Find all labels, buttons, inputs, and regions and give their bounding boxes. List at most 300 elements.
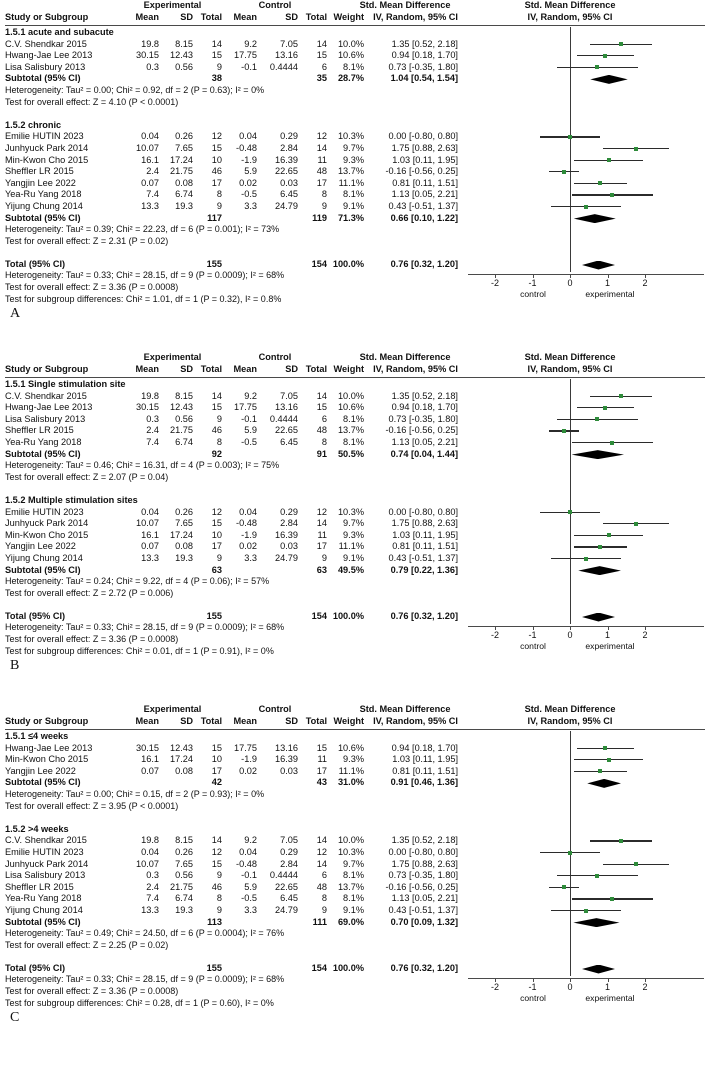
ctl-sd: 16.39 bbox=[275, 529, 298, 540]
exp-mean: 7.4 bbox=[146, 893, 159, 904]
effect-estimate-marker bbox=[607, 158, 611, 162]
ctl-sd: 7.05 bbox=[280, 390, 298, 401]
study-ci-row bbox=[460, 62, 708, 74]
ctl-mean: -1.9 bbox=[241, 154, 257, 165]
study-smd-ci: -0.16 [-0.56, 0.25] bbox=[385, 425, 458, 436]
exp-mean: 0.3 bbox=[146, 413, 159, 424]
total-heterogeneity-text: Heterogeneity: Tau² = 0.33; Chi² = 28.15, df = 9 (P = 0.0009); I² = 68% bbox=[5, 622, 285, 633]
exp-sd: 8.15 bbox=[175, 390, 193, 401]
exp-total: 15 bbox=[211, 142, 222, 153]
study-smd-ci: 1.03 [0.11, 1.95] bbox=[392, 529, 458, 540]
forest-plot-area bbox=[460, 27, 708, 379]
header-total-exp: Total bbox=[200, 12, 222, 22]
study-ci-row bbox=[460, 870, 708, 882]
ctl-sd: 0.4444 bbox=[269, 61, 298, 72]
exp-total: 14 bbox=[211, 390, 222, 401]
effect-estimate-marker bbox=[610, 441, 614, 445]
study-weight: 11.1% bbox=[338, 765, 364, 776]
study-smd-ci: 0.73 [-0.35, 1.80] bbox=[388, 870, 458, 881]
heterogeneity-text: Heterogeneity: Tau² = 0.00; Chi² = 0.15, df = 2 (P = 0.93); I² = 0% bbox=[5, 788, 265, 799]
header-experimental: Experimental bbox=[143, 352, 202, 362]
ctl-total: 14 bbox=[316, 142, 327, 153]
exp-sd: 8.15 bbox=[175, 835, 193, 846]
subtotal-label: Subtotal (95% CI) bbox=[5, 73, 81, 84]
ctl-mean: 0.02 bbox=[239, 765, 257, 776]
header-smd-plot: Std. Mean Difference bbox=[524, 0, 616, 10]
study-smd-ci: 1.03 [0.11, 1.95] bbox=[392, 154, 458, 165]
effect-estimate-marker bbox=[603, 54, 607, 58]
effect-estimate-marker bbox=[619, 839, 623, 843]
exp-sd: 7.65 bbox=[175, 858, 193, 869]
table-header-groups bbox=[0, 352, 708, 364]
ctl-total: 15 bbox=[316, 742, 327, 753]
study-weight: 10.3% bbox=[337, 506, 364, 517]
header-smd-plot: Std. Mean Difference bbox=[524, 352, 616, 362]
exp-total: 10 bbox=[211, 754, 222, 765]
ctl-mean: 0.02 bbox=[239, 177, 257, 188]
exp-mean: 0.04 bbox=[141, 846, 159, 857]
effect-estimate-marker bbox=[634, 522, 638, 526]
ctl-sd: 24.79 bbox=[275, 904, 298, 915]
effect-estimate-marker bbox=[603, 406, 607, 410]
overall-effect-text: Test for overall effect: Z = 2.07 (P = 0.04) bbox=[5, 471, 169, 482]
exp-total: 9 bbox=[216, 870, 222, 881]
ctl-mean: 0.02 bbox=[239, 541, 257, 552]
ctl-mean: -0.1 bbox=[241, 61, 257, 72]
ctl-total: 17 bbox=[316, 765, 327, 776]
ctl-total: 15 bbox=[316, 50, 327, 61]
axis-label-control: control bbox=[520, 992, 546, 1003]
total-smd-ci: 0.76 [0.32, 1.20] bbox=[390, 962, 458, 973]
study-smd-ci: 0.81 [0.11, 1.51] bbox=[392, 177, 458, 188]
subtotal-ctl-n: 111 bbox=[312, 916, 327, 927]
header-rule bbox=[5, 729, 705, 730]
exp-total: 14 bbox=[211, 38, 222, 49]
x-axis-tick-label: -2 bbox=[490, 629, 499, 640]
study-name: Hwang-Jae Lee 2013 bbox=[5, 402, 93, 413]
ctl-total: 8 bbox=[321, 436, 327, 447]
exp-total: 12 bbox=[211, 131, 222, 142]
header-total-ctl: Total bbox=[305, 716, 327, 726]
ctl-mean: 9.2 bbox=[244, 835, 257, 846]
study-weight: 10.6% bbox=[337, 402, 364, 413]
overall-effect-text: Test for overall effect: Z = 4.10 (P < 0.0001) bbox=[5, 96, 179, 107]
study-weight: 10.0% bbox=[337, 38, 364, 49]
overall-effect-text: Test for overall effect: Z = 2.25 (P = 0.02) bbox=[5, 939, 169, 950]
panel-c bbox=[0, 704, 708, 1080]
exp-mean: 0.07 bbox=[141, 177, 159, 188]
effect-estimate-marker bbox=[603, 746, 607, 750]
x-axis-tick-label: 0 bbox=[567, 981, 573, 992]
study-smd-ci: -0.16 [-0.56, 0.25] bbox=[385, 166, 458, 177]
exp-sd: 17.24 bbox=[170, 529, 193, 540]
header-smd-sub: IV, Random, 95% CI bbox=[373, 12, 458, 22]
subtotal-label: Subtotal (95% CI) bbox=[5, 564, 81, 575]
subtotal-weight: 28.7% bbox=[337, 73, 364, 84]
study-weight: 8.1% bbox=[343, 413, 364, 424]
header-sd-ctl: SD bbox=[285, 716, 298, 726]
effect-estimate-marker bbox=[568, 510, 572, 514]
study-name: Sheffler LR 2015 bbox=[5, 881, 74, 892]
ctl-mean: 0.04 bbox=[239, 846, 257, 857]
exp-mean: 10.07 bbox=[136, 858, 159, 869]
study-smd-ci: 1.75 [0.88, 2.63] bbox=[391, 518, 458, 529]
study-weight: 8.1% bbox=[343, 870, 364, 881]
ctl-sd: 0.4444 bbox=[269, 870, 298, 881]
study-name: Yangjin Lee 2022 bbox=[5, 541, 76, 552]
exp-mean: 7.4 bbox=[146, 436, 159, 447]
study-ci-row bbox=[460, 50, 708, 62]
header-weight: Weight bbox=[333, 364, 364, 374]
exp-total: 17 bbox=[211, 765, 222, 776]
study-weight: 8.1% bbox=[343, 61, 364, 72]
pooled-estimate-row bbox=[460, 259, 708, 271]
study-ci-row bbox=[460, 530, 708, 542]
ctl-total: 48 bbox=[316, 166, 327, 177]
pooled-estimate-row bbox=[460, 449, 708, 461]
exp-total: 9 bbox=[216, 413, 222, 424]
study-smd-ci: 0.73 [-0.35, 1.80] bbox=[388, 413, 458, 424]
ctl-mean: -0.5 bbox=[241, 189, 257, 200]
study-smd-ci: 1.35 [0.52, 2.18] bbox=[391, 835, 458, 846]
effect-estimate-marker bbox=[584, 205, 588, 209]
study-ci-row bbox=[460, 39, 708, 51]
study-name: Hwang-Jae Lee 2013 bbox=[5, 50, 93, 61]
forest-plot-area bbox=[460, 379, 708, 731]
total-exp-n: 155 bbox=[206, 610, 222, 621]
exp-sd: 0.56 bbox=[175, 61, 193, 72]
exp-total: 9 bbox=[216, 904, 222, 915]
ctl-mean: 9.2 bbox=[244, 38, 257, 49]
exp-total: 15 bbox=[211, 402, 222, 413]
study-smd-ci: 0.00 [-0.80, 0.80] bbox=[388, 846, 458, 857]
study-weight: 9.1% bbox=[343, 904, 364, 915]
ctl-mean: 0.04 bbox=[239, 506, 257, 517]
study-weight: 10.0% bbox=[337, 390, 364, 401]
study-weight: 10.6% bbox=[337, 742, 364, 753]
effect-estimate-marker bbox=[634, 862, 638, 866]
study-ci-row bbox=[460, 143, 708, 155]
exp-total: 12 bbox=[211, 506, 222, 517]
study-weight: 9.7% bbox=[343, 142, 364, 153]
study-ci-row bbox=[460, 402, 708, 414]
overall-effect-text: Test for overall effect: Z = 2.31 (P = 0.02) bbox=[5, 235, 169, 246]
exp-mean: 16.1 bbox=[141, 529, 159, 540]
pooled-diamond bbox=[573, 918, 619, 927]
study-smd-ci: 1.35 [0.52, 2.18] bbox=[391, 38, 458, 49]
header-study: Study or Subgroup bbox=[5, 364, 89, 374]
ctl-sd: 0.29 bbox=[280, 846, 298, 857]
exp-sd: 0.08 bbox=[175, 765, 193, 776]
effect-estimate-marker bbox=[634, 147, 638, 151]
header-mean-exp: Mean bbox=[135, 12, 159, 22]
ctl-total: 14 bbox=[316, 858, 327, 869]
header-total-exp: Total bbox=[200, 716, 222, 726]
study-name: Sheffler LR 2015 bbox=[5, 425, 74, 436]
ctl-sd: 16.39 bbox=[275, 154, 298, 165]
ctl-total: 12 bbox=[316, 131, 327, 142]
study-ci-row bbox=[460, 835, 708, 847]
x-axis-tick-label: 2 bbox=[642, 629, 648, 640]
header-study: Study or Subgroup bbox=[5, 12, 89, 22]
exp-mean: 2.4 bbox=[146, 881, 159, 892]
study-name: Min-Kwon Cho 2015 bbox=[5, 154, 89, 165]
study-name: Yijung Chung 2014 bbox=[5, 904, 83, 915]
study-name: Lisa Salisbury 2013 bbox=[5, 413, 86, 424]
ctl-total: 9 bbox=[321, 552, 327, 563]
exp-mean: 0.3 bbox=[146, 61, 159, 72]
ctl-total: 14 bbox=[316, 835, 327, 846]
header-sd-ctl: SD bbox=[285, 12, 298, 22]
axis-label-experimental: experimental bbox=[585, 288, 635, 299]
exp-total: 8 bbox=[216, 436, 222, 447]
study-smd-ci: 0.00 [-0.80, 0.80] bbox=[388, 506, 458, 517]
study-weight: 9.3% bbox=[343, 529, 364, 540]
study-name: Emilie HUTIN 2023 bbox=[5, 506, 84, 517]
pooled-diamond bbox=[574, 214, 616, 223]
exp-sd: 0.56 bbox=[175, 413, 193, 424]
effect-estimate-marker bbox=[562, 170, 566, 174]
ctl-mean: -0.1 bbox=[241, 413, 257, 424]
table-header-columns bbox=[0, 716, 708, 729]
study-ci-row bbox=[460, 155, 708, 167]
exp-sd: 12.43 bbox=[170, 742, 193, 753]
panel-letter-b: B bbox=[10, 658, 20, 674]
study-weight: 9.7% bbox=[343, 518, 364, 529]
ctl-total: 14 bbox=[316, 38, 327, 49]
total-weight: 100.0% bbox=[332, 258, 364, 269]
effect-estimate-marker bbox=[595, 417, 599, 421]
study-name: Junhyuck Park 2014 bbox=[5, 518, 89, 529]
header-experimental: Experimental bbox=[143, 0, 202, 10]
study-smd-ci: 0.43 [-0.51, 1.37] bbox=[388, 552, 458, 563]
study-name: Yangjin Lee 2022 bbox=[5, 765, 76, 776]
exp-sd: 21.75 bbox=[170, 166, 193, 177]
study-weight: 8.1% bbox=[343, 893, 364, 904]
header-plot-sub: IV, Random, 95% CI bbox=[527, 12, 613, 22]
exp-mean: 30.15 bbox=[136, 742, 159, 753]
exp-mean: 19.8 bbox=[141, 390, 159, 401]
study-weight: 10.0% bbox=[337, 835, 364, 846]
total-overall-effect-text: Test for overall effect: Z = 3.36 (P = 0.0008) bbox=[5, 282, 179, 293]
header-mean-ctl: Mean bbox=[233, 716, 257, 726]
exp-total: 15 bbox=[211, 858, 222, 869]
exp-total: 10 bbox=[211, 529, 222, 540]
study-weight: 8.1% bbox=[343, 189, 364, 200]
ctl-sd: 0.29 bbox=[280, 131, 298, 142]
total-ctl-n: 154 bbox=[311, 258, 327, 269]
pooled-diamond bbox=[582, 261, 615, 270]
exp-mean: 0.3 bbox=[146, 870, 159, 881]
subtotal-weight: 31.0% bbox=[337, 777, 364, 788]
exp-mean: 13.3 bbox=[141, 904, 159, 915]
effect-estimate-marker bbox=[610, 193, 614, 197]
subtotal-smd-ci: 0.66 [0.10, 1.22] bbox=[390, 212, 458, 223]
exp-mean: 30.15 bbox=[136, 402, 159, 413]
header-smd-text: Std. Mean Difference bbox=[359, 0, 451, 10]
x-axis-line bbox=[468, 626, 704, 627]
subtotal-ctl-n: 91 bbox=[316, 448, 327, 459]
exp-total: 9 bbox=[216, 552, 222, 563]
ctl-mean: -0.5 bbox=[241, 893, 257, 904]
ctl-sd: 6.45 bbox=[280, 189, 298, 200]
exp-sd: 7.65 bbox=[175, 518, 193, 529]
x-axis-tick-label: -1 bbox=[528, 981, 537, 992]
exp-sd: 17.24 bbox=[170, 754, 193, 765]
exp-total: 17 bbox=[211, 177, 222, 188]
ctl-mean: -1.9 bbox=[241, 754, 257, 765]
ctl-mean: 5.9 bbox=[244, 166, 257, 177]
study-smd-ci: 1.03 [0.11, 1.95] bbox=[392, 754, 458, 765]
ctl-total: 8 bbox=[321, 189, 327, 200]
ctl-sd: 0.03 bbox=[280, 177, 298, 188]
header-mean-exp: Mean bbox=[135, 364, 159, 374]
subtotal-exp-n: 42 bbox=[211, 777, 222, 788]
study-weight: 9.1% bbox=[343, 552, 364, 563]
study-ci-row bbox=[460, 893, 708, 905]
total-smd-ci: 0.76 [0.32, 1.20] bbox=[390, 610, 458, 621]
study-weight: 13.7% bbox=[337, 166, 364, 177]
study-weight: 13.7% bbox=[337, 425, 364, 436]
study-name: Min-Kwon Cho 2015 bbox=[5, 529, 89, 540]
ctl-sd: 0.29 bbox=[280, 506, 298, 517]
pooled-diamond bbox=[590, 75, 628, 84]
study-ci-row bbox=[460, 859, 708, 871]
ctl-mean: -0.48 bbox=[236, 858, 257, 869]
overall-effect-text: Test for overall effect: Z = 2.72 (P = 0.006) bbox=[5, 587, 174, 598]
subtotal-smd-ci: 0.70 [0.09, 1.32] bbox=[390, 916, 458, 927]
effect-estimate-marker bbox=[562, 885, 566, 889]
study-name: Emilie HUTIN 2023 bbox=[5, 131, 84, 142]
ctl-total: 48 bbox=[316, 881, 327, 892]
study-ci-row bbox=[460, 437, 708, 449]
x-axis-tick-label: 1 bbox=[604, 981, 610, 992]
study-smd-ci: 1.35 [0.52, 2.18] bbox=[391, 390, 458, 401]
heterogeneity-text: Heterogeneity: Tau² = 0.24; Chi² = 9.22, df = 4 (P = 0.06); I² = 57% bbox=[5, 576, 270, 587]
total-label: Total (95% CI) bbox=[5, 258, 66, 269]
study-ci-row bbox=[460, 553, 708, 565]
header-control: Control bbox=[258, 352, 292, 362]
total-label: Total (95% CI) bbox=[5, 962, 66, 973]
x-axis-tick-label: -2 bbox=[490, 277, 499, 288]
exp-total: 9 bbox=[216, 200, 222, 211]
subgroup-title-label: 1.5.2 >4 weeks bbox=[5, 823, 69, 834]
effect-estimate-marker bbox=[595, 65, 599, 69]
exp-mean: 2.4 bbox=[146, 166, 159, 177]
x-axis-tick-label: 1 bbox=[604, 277, 610, 288]
ctl-mean: 3.3 bbox=[244, 552, 257, 563]
exp-total: 17 bbox=[211, 541, 222, 552]
total-heterogeneity-text: Heterogeneity: Tau² = 0.33; Chi² = 28.15, df = 9 (P = 0.0009); I² = 68% bbox=[5, 270, 285, 281]
exp-total: 8 bbox=[216, 893, 222, 904]
total-heterogeneity-text: Heterogeneity: Tau² = 0.33; Chi² = 28.15, df = 9 (P = 0.0009); I² = 68% bbox=[5, 974, 285, 985]
exp-sd: 6.74 bbox=[175, 893, 193, 904]
study-ci-row bbox=[460, 425, 708, 437]
study-name: Junhyuck Park 2014 bbox=[5, 858, 89, 869]
ctl-total: 17 bbox=[316, 541, 327, 552]
exp-sd: 0.08 bbox=[175, 541, 193, 552]
subtotal-ctl-n: 119 bbox=[312, 212, 327, 223]
study-name: Yea-Ru Yang 2018 bbox=[5, 436, 82, 447]
ctl-mean: 17.75 bbox=[234, 402, 257, 413]
study-smd-ci: 0.94 [0.18, 1.70] bbox=[391, 742, 458, 753]
study-smd-ci: 1.75 [0.88, 2.63] bbox=[391, 858, 458, 869]
exp-mean: 0.04 bbox=[141, 506, 159, 517]
x-axis-tick-label: -1 bbox=[528, 629, 537, 640]
study-weight: 11.1% bbox=[338, 177, 364, 188]
subtotal-smd-ci: 0.74 [0.04, 1.44] bbox=[390, 448, 458, 459]
exp-mean: 2.4 bbox=[146, 425, 159, 436]
panel-b bbox=[0, 352, 708, 704]
study-ci-row bbox=[460, 189, 708, 201]
study-smd-ci: 1.13 [0.05, 2.21] bbox=[391, 189, 458, 200]
total-ctl-n: 154 bbox=[311, 610, 327, 621]
study-ci-row bbox=[460, 743, 708, 755]
study-name: Yea-Ru Yang 2018 bbox=[5, 189, 82, 200]
forest-plot-area bbox=[460, 731, 708, 1080]
study-smd-ci: 0.43 [-0.51, 1.37] bbox=[388, 904, 458, 915]
pooled-diamond bbox=[587, 779, 621, 788]
ctl-total: 14 bbox=[316, 518, 327, 529]
study-name: Yangjin Lee 2022 bbox=[5, 177, 76, 188]
header-study: Study or Subgroup bbox=[5, 716, 89, 726]
axis-label-control: control bbox=[520, 288, 546, 299]
exp-total: 46 bbox=[211, 425, 222, 436]
effect-estimate-marker bbox=[619, 42, 623, 46]
subgroup-differences-text: Test for subgroup differences: Chi² = 0.01, df = 1 (P = 0.91), I² = 0% bbox=[5, 645, 274, 656]
pooled-diamond bbox=[582, 965, 615, 974]
header-total-ctl: Total bbox=[305, 364, 327, 374]
heterogeneity-text: Heterogeneity: Tau² = 0.00; Chi² = 0.92, df = 2 (P = 0.63); I² = 0% bbox=[5, 84, 265, 95]
exp-sd: 12.43 bbox=[170, 402, 193, 413]
study-weight: 10.3% bbox=[337, 846, 364, 857]
axis-label-control: control bbox=[520, 640, 546, 651]
subtotal-smd-ci: 0.91 [0.46, 1.36] bbox=[390, 777, 458, 788]
ctl-sd: 0.03 bbox=[280, 765, 298, 776]
x-axis-tick-label: -2 bbox=[490, 981, 499, 992]
ctl-sd: 24.79 bbox=[275, 552, 298, 563]
effect-estimate-marker bbox=[598, 545, 602, 549]
exp-total: 10 bbox=[211, 154, 222, 165]
header-sd-exp: SD bbox=[180, 716, 193, 726]
effect-estimate-marker bbox=[568, 135, 572, 139]
study-smd-ci: -0.16 [-0.56, 0.25] bbox=[385, 881, 458, 892]
study-weight: 11.1% bbox=[338, 541, 364, 552]
header-control: Control bbox=[258, 704, 292, 714]
table-header-columns bbox=[0, 364, 708, 377]
exp-sd: 0.26 bbox=[175, 506, 193, 517]
study-ci-row bbox=[460, 882, 708, 894]
ctl-total: 11 bbox=[317, 754, 327, 765]
total-ctl-n: 154 bbox=[311, 962, 327, 973]
subgroup-title-label: 1.5.1 Single stimulation site bbox=[5, 379, 126, 389]
heterogeneity-text: Heterogeneity: Tau² = 0.46; Chi² = 16.31, df = 4 (P = 0.003); I² = 75% bbox=[5, 460, 280, 471]
pooled-estimate-row bbox=[460, 777, 708, 789]
header-sd-exp: SD bbox=[180, 364, 193, 374]
header-weight: Weight bbox=[333, 12, 364, 22]
exp-mean: 13.3 bbox=[141, 200, 159, 211]
effect-estimate-marker bbox=[619, 394, 623, 398]
study-name: Junhyuck Park 2014 bbox=[5, 142, 89, 153]
x-axis-tick-label: 2 bbox=[642, 277, 648, 288]
study-name: Hwang-Jae Lee 2013 bbox=[5, 742, 93, 753]
study-smd-ci: 1.13 [0.05, 2.21] bbox=[391, 436, 458, 447]
effect-estimate-marker bbox=[595, 874, 599, 878]
exp-total: 15 bbox=[211, 742, 222, 753]
header-smd-sub: IV, Random, 95% CI bbox=[373, 716, 458, 726]
study-ci-row bbox=[460, 754, 708, 766]
table-header-groups bbox=[0, 0, 708, 12]
